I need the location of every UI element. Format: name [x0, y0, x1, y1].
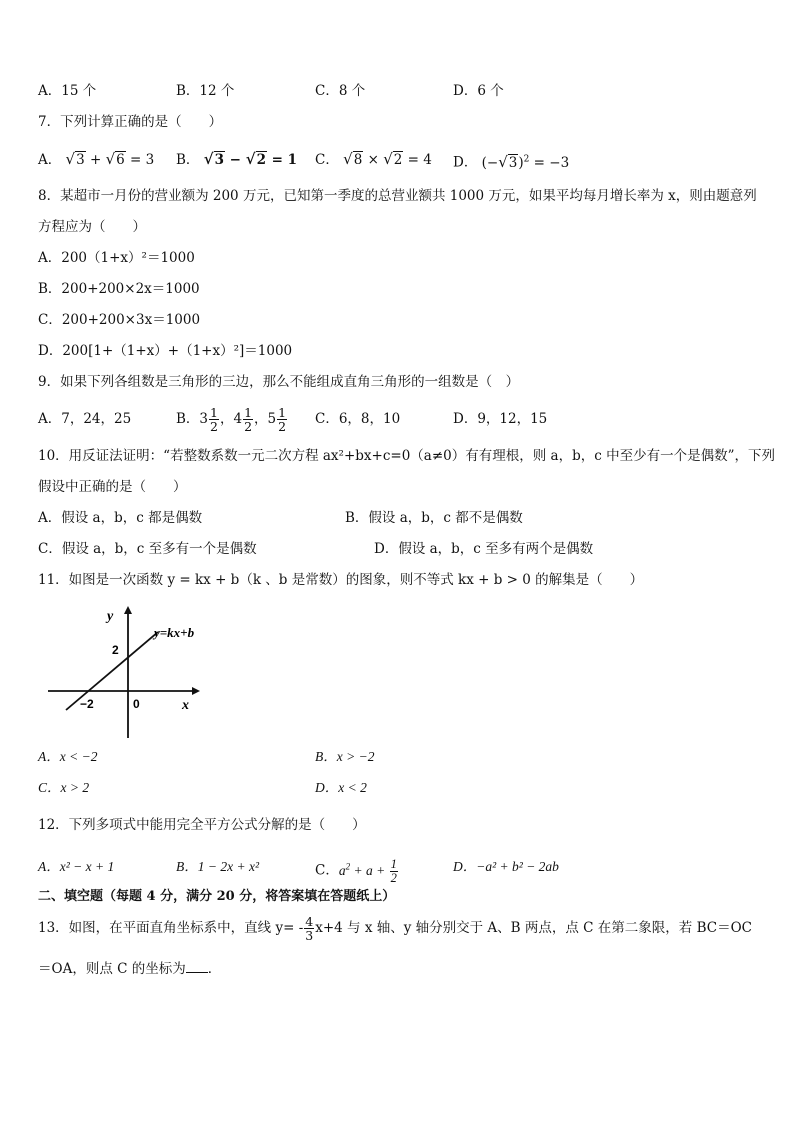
q6-option-a: A．15 个 — [38, 83, 97, 99]
q13-stem-part2: x+4 与 x 轴、y 轴分别交于 A、B 两点，点 C 在第二象限，若 BC＝OC — [315, 920, 752, 936]
q7-stem: 7．下列计算正确的是（ ） — [38, 114, 223, 130]
q12-option-c-label: C． — [315, 862, 339, 879]
q12-stem: 12．下列多项式中能用完全平方公式分解的是（ ） — [38, 817, 366, 833]
q8-option-c: C．200+200×3x＝1000 — [38, 312, 201, 328]
section-heading: 二、填空题（每题 4 分，满分 20 分，将答案填在答题纸上） — [38, 889, 396, 904]
q9-option-b-expr: 3 $\frac{1}{2}$ ，4 $\frac{1}{2}$ ，5 $\frac{1}{2}$ — [199, 405, 287, 434]
q7-option-b-expr: √3 − √2 = 1 — [203, 150, 298, 168]
x-axis-arrow — [192, 687, 200, 695]
q13-stem-line2 — [38, 958, 221, 979]
q9-option-c: C．6，8，10 — [315, 411, 401, 427]
q8-stem-line1: 8．某超市一月份的营业额为 200 万元，已知第一季度的总营业额共 1000 万元，如果平均每月增长率为 x，则由题意列 — [38, 188, 757, 204]
q8-option-d: D．200[1+（1+x）+（1+x）²]＝1000 — [38, 343, 293, 359]
q10-option-a: A．假设 a，b，c 都是偶数 — [38, 510, 203, 526]
q6-option-b: B．12 个 — [176, 83, 235, 99]
q11-stem: 11．如图是一次函数 y = kx + b（k 、b 是常数）的图象，则不等式 kx + b > 0 的解集是（ ） — [38, 572, 644, 588]
q7-option-d — [453, 149, 569, 173]
origin-label: 0 — [133, 697, 140, 711]
q10-option-c: C．假设 a，b，c 至多有一个是偶数 — [38, 541, 257, 557]
q7-option-c-label: C． — [315, 152, 339, 168]
q12-option-c — [315, 846, 399, 891]
q10-option-d: D．假设 a，b，c 至多有两个是偶数 — [374, 541, 594, 557]
q12-option-b: B．1 − 2x + x² — [176, 859, 259, 874]
q8-stem-line2: 方程应为（ ） — [38, 219, 146, 235]
y-axis-arrow — [124, 606, 132, 614]
q7-option-d-expr: $(-√3)^2 = -3$ — [481, 152, 570, 171]
q13-line2-part2: ． — [207, 961, 222, 977]
line-label: y=kx+b — [154, 625, 195, 640]
y-axis-label: y — [107, 609, 114, 624]
q13-stem-part1: 13．如图，在平面直角坐标系中，直线 y= - — [38, 920, 304, 936]
q10-stem-line1: 10．用反证法证明：“若整数系数一元二次方程 ax²+bx+c=0（a≠0）有有理根，则 a，b，c 中至少有一个是偶数”，下列 — [38, 448, 775, 464]
q7-option-c-expr: √8 × √2 = 4 — [343, 150, 432, 168]
q7-option-b — [176, 149, 297, 170]
q7-option-a — [38, 149, 154, 170]
q7-option-a-label: A． — [38, 152, 62, 168]
q6-option-d: D．6 个 — [453, 83, 504, 99]
q13-fraction: $\frac{4}{3}$ — [305, 914, 314, 943]
q9-option-d: D．9，12，15 — [453, 411, 548, 427]
q9-stem: 9．如果下列各组数是三角形的三边，那么不能组成直角三角形的一组数是（ ） — [38, 374, 520, 390]
q11-option-b: B．x > −2 — [315, 749, 375, 764]
q11-graph — [44, 598, 214, 740]
answer-blank[interactable] — [186, 958, 208, 973]
q7-option-a-expr: √3 + √6 = 3 — [65, 150, 155, 168]
q12-option-a: A．x² − x + 1 — [38, 859, 115, 874]
q8-option-a: A．200（1+x）²＝1000 — [38, 250, 195, 266]
q9-option-b — [176, 400, 288, 438]
q7-option-d-label: D． — [453, 154, 478, 171]
q9-option-b-label: B． — [176, 411, 200, 427]
q13-line2-part1: ＝OA，则点 C 的坐标为 — [38, 961, 186, 977]
q7-option-c — [315, 149, 432, 170]
y-intercept-label: 2 — [112, 643, 119, 657]
q10-stem-line2: 假设中正确的是（ ） — [38, 479, 187, 495]
q11-option-d: D．x < 2 — [315, 780, 367, 795]
q12-option-c-expr: $a^2 + a$ + $\frac{1}{2}$ — [338, 856, 397, 885]
q7-option-b-label: B． — [176, 152, 200, 168]
q11-option-c: C．x > 2 — [38, 780, 90, 795]
q12-option-d: D．−a² + b² − 2ab — [453, 859, 559, 874]
x-axis-label: x — [182, 698, 189, 713]
q9-option-a: A．7，24，25 — [38, 411, 132, 427]
q6-option-c: C．8 个 — [315, 83, 366, 99]
x-intercept-label: −2 — [80, 697, 94, 711]
q8-option-b: B．200+200×2x＝1000 — [38, 281, 200, 297]
q11-option-a: A．x < −2 — [38, 749, 98, 764]
q10-option-b: B．假设 a，b，c 都不是偶数 — [345, 510, 523, 526]
q13-stem-line1 — [38, 908, 752, 948]
